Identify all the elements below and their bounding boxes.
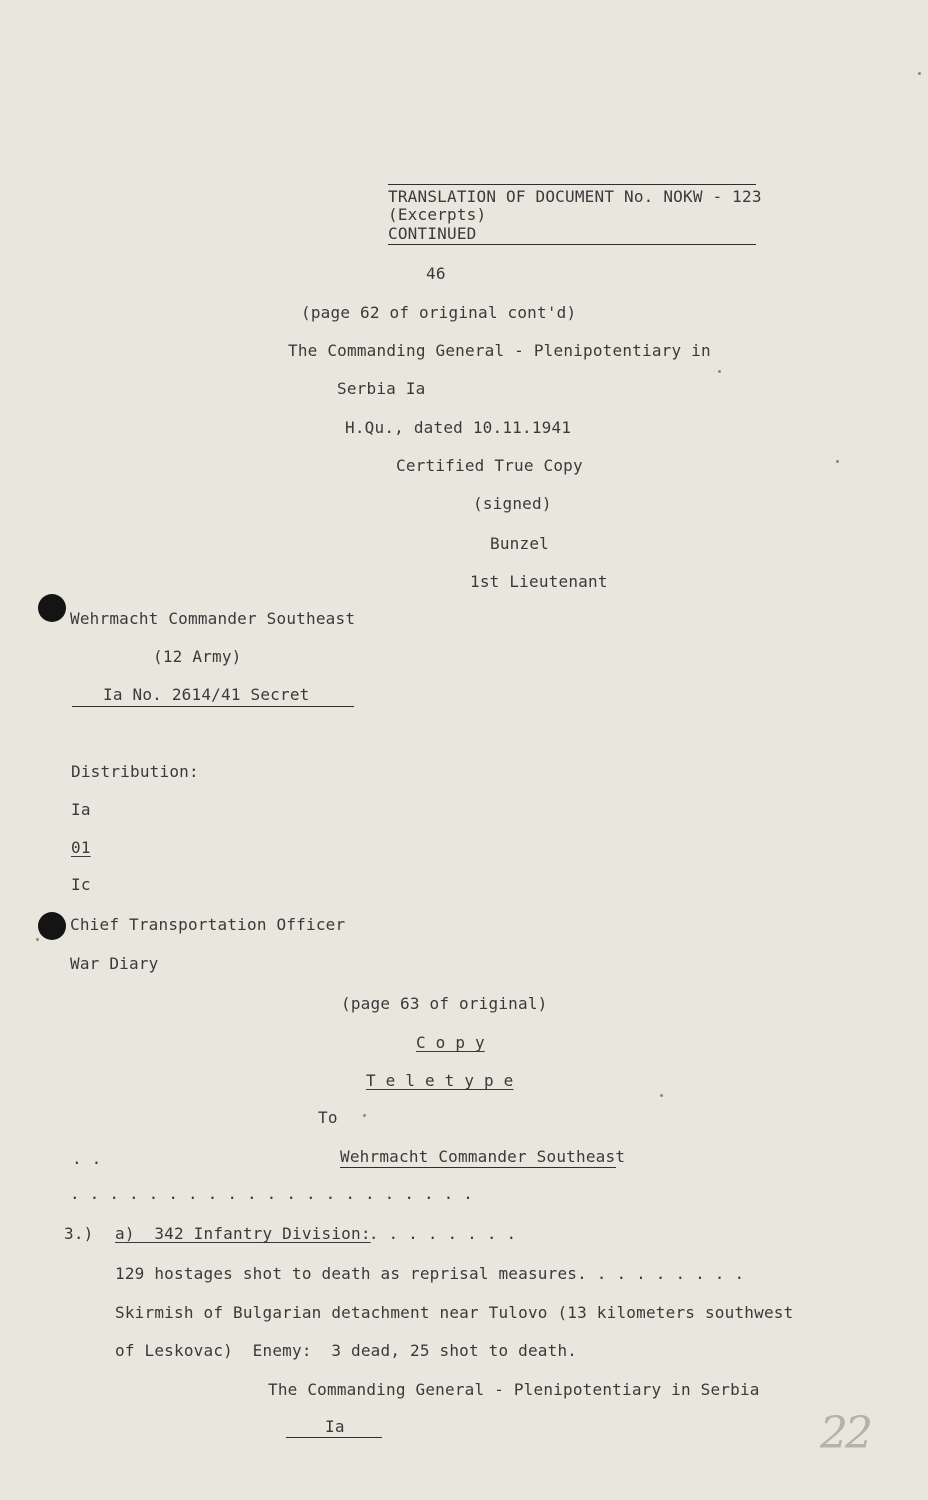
recipient-rule <box>340 1167 616 1168</box>
text-line: The Commanding General - Plenipotentiary in <box>288 341 711 360</box>
signed-label: (signed) <box>473 494 552 513</box>
punch-hole <box>38 912 66 940</box>
document-title: TRANSLATION OF DOCUMENT No. NOKW - 123 <box>388 187 762 206</box>
distribution-item: Ic <box>71 875 91 894</box>
page-reference: (page 62 of original cont'd) <box>301 303 577 322</box>
distribution-item: Chief Transportation Officer <box>70 915 346 934</box>
paper-speck <box>918 72 921 75</box>
signature-line: Ia <box>325 1417 345 1436</box>
document-subtitle: (Excerpts) <box>388 205 487 224</box>
recipient: Wehrmacht Commander Southeast <box>340 1147 626 1166</box>
to-label: To <box>318 1108 338 1127</box>
text-line: Skirmish of Bulgarian detachment near Tulovo (13 kilometers southwest <box>115 1303 794 1322</box>
distribution-item: Ia <box>71 800 91 819</box>
punch-hole <box>38 594 66 622</box>
page-number: 46 <box>426 264 446 283</box>
continued-label: CONTINUED <box>388 224 477 243</box>
text-line: of Leskovac) Enemy: 3 dead, 25 shot to death. <box>115 1341 578 1360</box>
item-heading: a) 342 Infantry Division: <box>115 1224 371 1243</box>
paper-speck <box>660 1094 663 1097</box>
certified-copy: Certified True Copy <box>396 456 583 475</box>
sender-line: (12 Army) <box>153 647 242 666</box>
item-number: 3.) <box>64 1224 94 1243</box>
header-top-rule <box>388 184 756 185</box>
sender-line: Wehrmacht Commander Southeast <box>70 609 356 628</box>
paper-speck <box>363 1114 366 1117</box>
handwritten-page-number: 22 <box>820 1408 870 1459</box>
page-reference: (page 63 of original) <box>341 994 548 1013</box>
reference-number: Ia No. 2614/41 Secret <box>103 685 310 704</box>
left-dots: . . <box>72 1149 102 1168</box>
text-line: H.Qu., dated 10.11.1941 <box>345 418 572 437</box>
teletype-label: T e l e t y p e <box>366 1071 514 1090</box>
paper-speck <box>836 460 839 463</box>
copy-label: C o p y <box>416 1033 485 1052</box>
text-line: 129 hostages shot to death as reprisal measures. . . . . . . . . <box>115 1264 745 1283</box>
signature-line: The Commanding General - Plenipotentiary in Serbia <box>268 1380 760 1399</box>
distribution-heading: Distribution: <box>71 762 199 781</box>
header-bottom-rule <box>388 244 756 245</box>
signatory-name: Bunzel <box>490 534 549 553</box>
item-heading-dots: . . . . . . . . <box>359 1224 517 1243</box>
paper-speck <box>718 370 721 373</box>
signature-rule <box>286 1437 382 1438</box>
paper-speck <box>36 938 39 941</box>
distribution-item: War Diary <box>70 954 159 973</box>
text-line: Serbia Ia <box>337 379 426 398</box>
sender-rule <box>72 706 354 707</box>
distribution-item: 01 <box>71 838 91 857</box>
ellipsis-row: . . . . . . . . . . . . . . . . . . . . . <box>70 1184 474 1203</box>
signatory-rank: 1st Lieutenant <box>470 572 608 591</box>
